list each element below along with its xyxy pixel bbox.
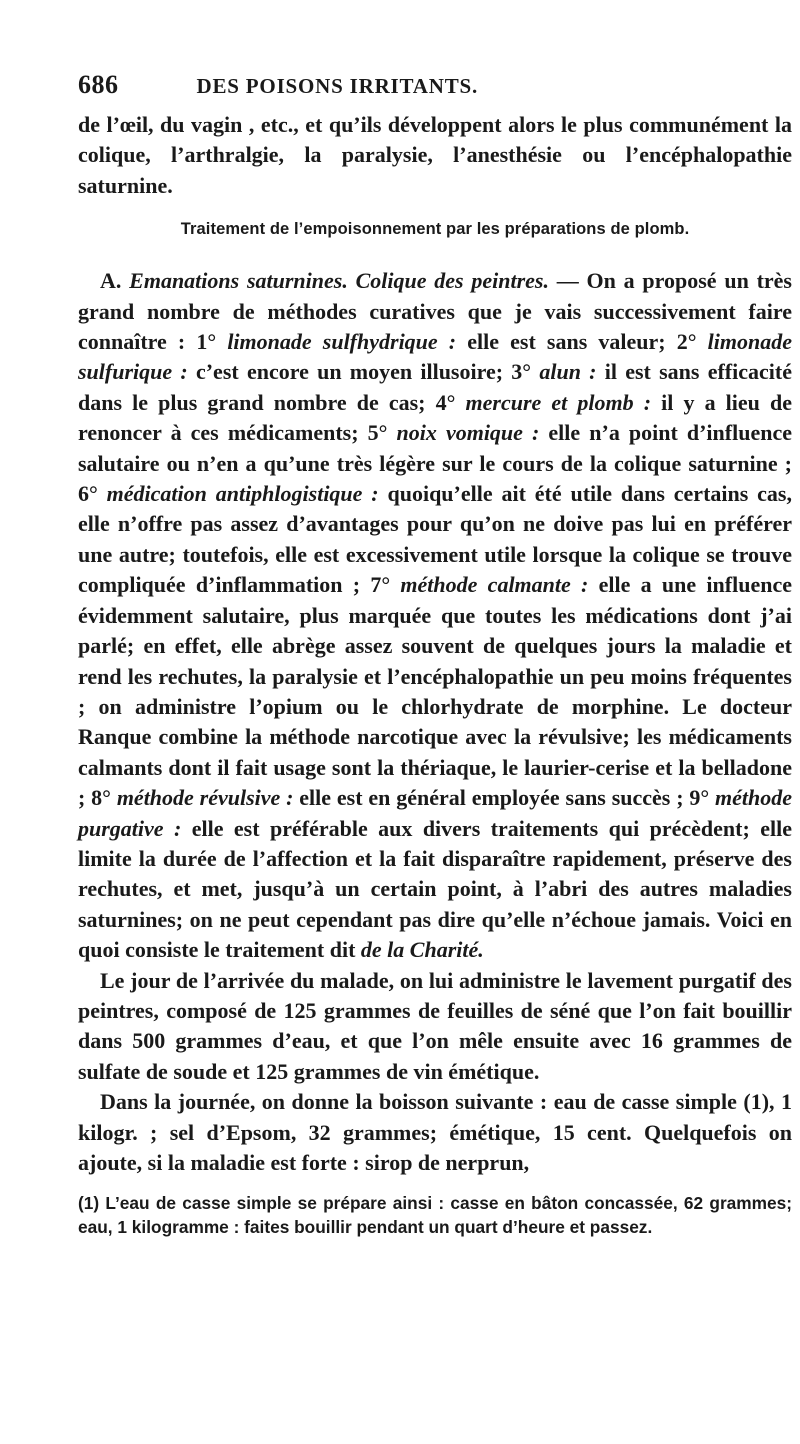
italic-span: méthode révulsive : bbox=[116, 785, 294, 811]
italic-span: alun : bbox=[539, 359, 597, 385]
book-page bbox=[78, 70, 792, 1239]
paragraph-b-lavement: Le jour de l’arrivée du malade, on lui administre le lavement purgatif des peintres, composé de 125 grammes de feuilles de séné que l’on fait bouillir dans 500 grammes d’eau, et que l’on mêle ensuite avec 16 grammes de sulfate de soude et 125 grammes de vin émétique. bbox=[78, 967, 792, 1084]
italic-span: de la Charité. bbox=[360, 937, 484, 963]
italic-span: Emanations saturnines. Colique des peintres. bbox=[129, 268, 549, 294]
running-head bbox=[78, 70, 792, 110]
text-span: — On a proposé un très grand nombre de méthodes curatives que je vais successivement faire connaître : 1° bbox=[78, 268, 792, 355]
italic-span: médication antiphlogistique : bbox=[106, 481, 379, 507]
section-heading: Traitement de l’empoisonnement par les préparations de plomb. bbox=[180, 220, 690, 239]
text-span: il est sans efficacité dans le plus grand nombre de cas; 4° bbox=[78, 359, 792, 415]
italic-span: méthode calmante : bbox=[400, 572, 589, 598]
italic-span: limonade sulfhydrique : bbox=[227, 329, 457, 355]
text-span: elle est sans valeur; 2° bbox=[456, 329, 708, 355]
text-span: elle est en général employée sans succès ; 9° bbox=[293, 785, 715, 811]
page-number: 686 bbox=[78, 70, 119, 99]
italic-span: limonade sulfurique : bbox=[78, 329, 792, 385]
text-span: elle est préférable aux divers traitements qui précèdent; elle limite la durée de l’affection et la fait disparaître rapidement, préserve des rechutes, et met, jusqu’à un certain point, à l’abri des autres maladies saturnines; on ne peut cependant pas dire qu’elle n’échoue jamais. Voici en quoi consiste le traitement dit bbox=[78, 815, 792, 963]
italic-span: méthode purgative : bbox=[78, 785, 792, 841]
paragraph-a-emanations bbox=[78, 266, 792, 965]
italic-span: mercure et plomb : bbox=[465, 389, 652, 415]
text-span: A. bbox=[100, 268, 130, 294]
footnote: (1) L’eau de casse simple se prépare ainsi : casse en bâton concassée, 62 grammes; eau, 1 kilogramme : faites bouillir pendant un quart d’heure et passez. bbox=[78, 1193, 792, 1238]
intro-paragraph: de l’œil, du vagin , etc., et qu’ils développent alors le plus communément la colique, l’arthralgie, la paralysie, l’anesthésie ou l’encéphalopathie saturnine. bbox=[78, 112, 792, 198]
text-span: il y a lieu de renoncer à ces médicaments; 5° bbox=[78, 389, 793, 446]
text-span: elle a une influence évidemment salutaire, plus marquée que toutes les médications dont j’ai parlé; en effet, elle abrège assez souvent de quelques jours la maladie et rend les rechutes, la paralysie et l’encéphalopathie un peu moins fréquentes ; on administre l’opium ou le chlorhydrate de morphine. Le docteur Ranque combine la méthode narcotique avec la révulsive; les médicaments calmants dont il fait usage sont la thériaque, le laurier-cerise et la belladone ; 8° bbox=[78, 572, 792, 811]
paragraph-c-boisson: Dans la journée, on donne la boisson suivante : eau de casse simple (1), 1 kilogr. ; sel d’Epsom, 32 grammes; émétique, 15 cent. Quelquefois on ajoute, si la maladie est forte : sirop de nerprun, bbox=[78, 1089, 792, 1175]
text-span: c’est encore un moyen illusoire; 3° bbox=[187, 359, 540, 385]
text-span: quoiqu’elle ait été utile dans certains cas, elle n’offre pas assez d’avantages pour qu’on ne doive pas lui en préférer une autre; toutefois, elle est excessivement utile lorsque la colique se trouve compliquée d’inflammation ; 7° bbox=[78, 481, 792, 598]
text-span: elle n’a point d’influence salutaire ou n’en a qu’une très légère sur le cours de la colique saturnine ; 6° bbox=[78, 420, 792, 507]
italic-span: noix vomique : bbox=[396, 420, 540, 446]
running-head-title: DES POISONS IRRITANTS. bbox=[196, 74, 479, 98]
